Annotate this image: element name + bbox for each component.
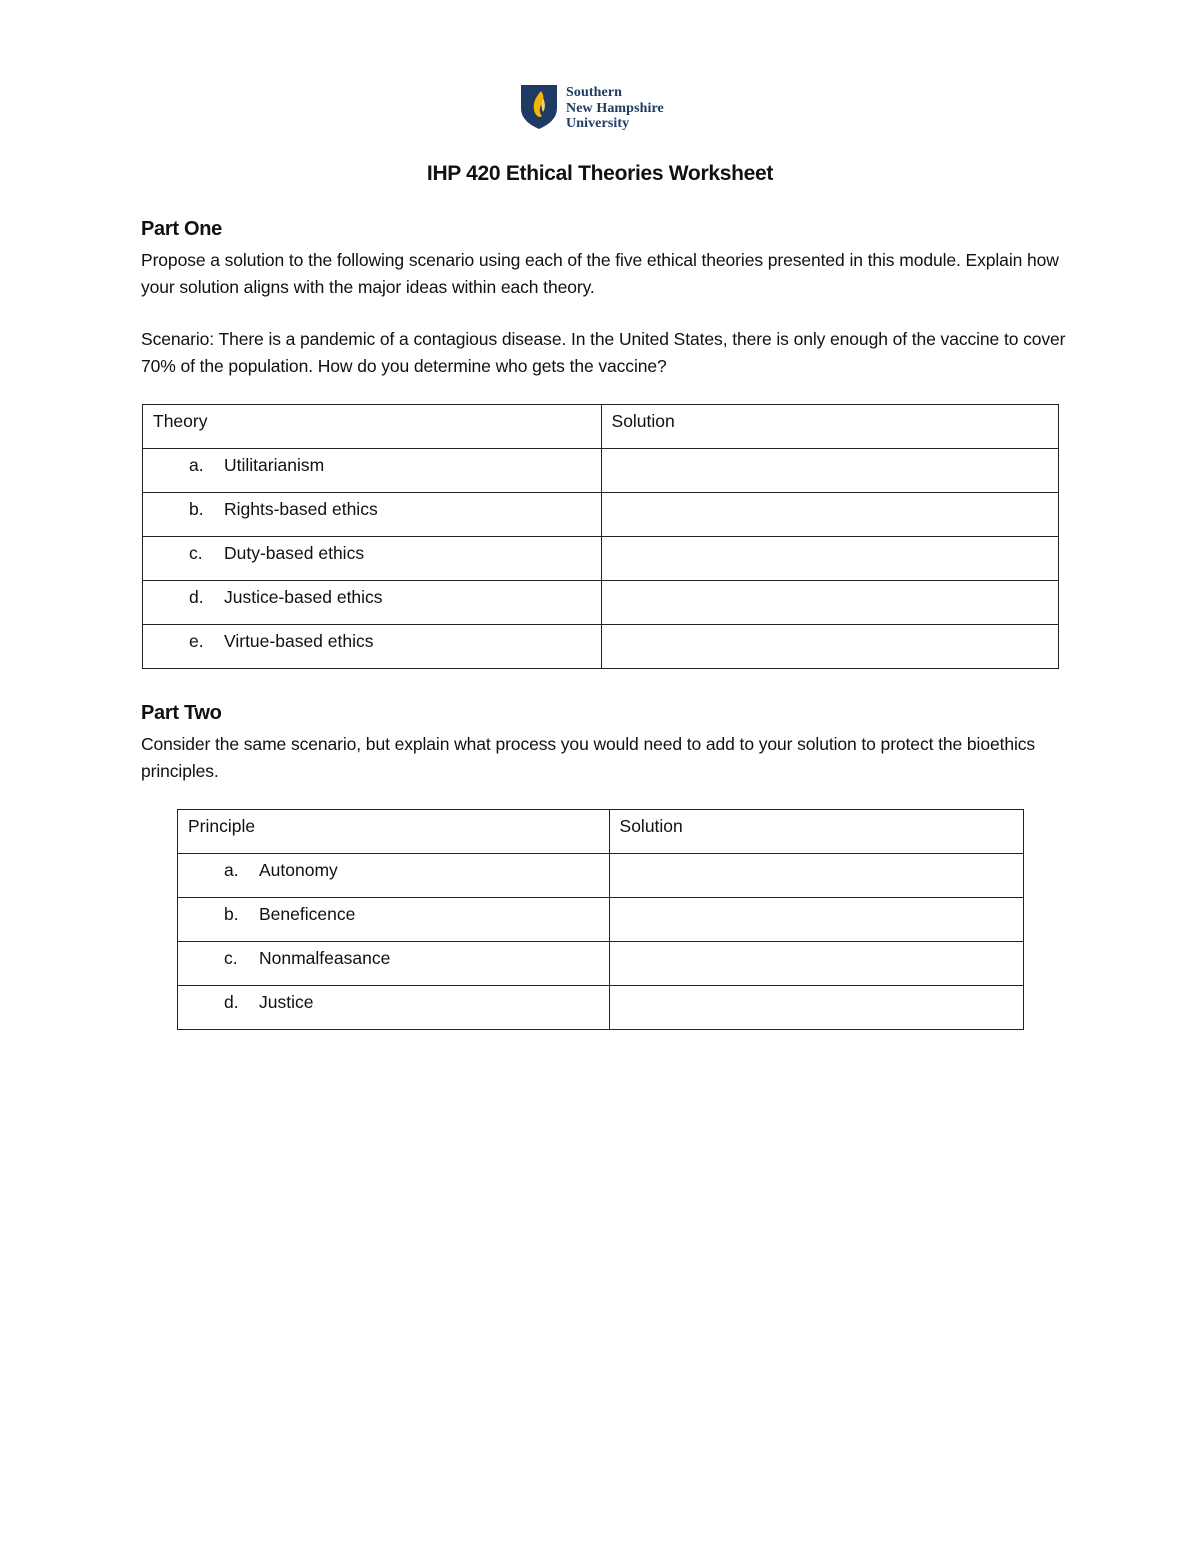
solution-cell[interactable]	[609, 854, 1023, 898]
part-two-heading: Part Two	[141, 702, 222, 724]
part-two-instructions: Consider the same scenario, but explain what process you would need to add to your solution to protect the bioethics principles.	[141, 734, 1036, 781]
part-one-instructions: Propose a solution to the following scenario using each of the five ethical theories presented in this module. Explain how your solution aligns with the major ideas within each theory.	[141, 250, 1059, 297]
theory-label: Duty-based ethics	[224, 543, 365, 563]
theory-cell	[143, 537, 602, 581]
table-row	[143, 493, 1059, 537]
theory-header: Theory	[143, 405, 602, 449]
theory-cell	[143, 493, 602, 537]
theory-cell	[143, 581, 602, 625]
solution-header: Solution	[609, 810, 1023, 854]
solution-cell[interactable]	[601, 581, 1058, 625]
item-letter: b.	[189, 499, 204, 519]
theory-cell	[143, 625, 602, 669]
principle-label: Autonomy	[259, 860, 338, 880]
principle-cell	[178, 854, 610, 898]
theory-table	[142, 404, 1059, 669]
solution-header: Solution	[601, 405, 1058, 449]
table-header-row	[143, 405, 1059, 449]
principle-cell	[178, 942, 610, 986]
item-letter: d.	[189, 587, 204, 607]
solution-cell[interactable]	[601, 449, 1058, 493]
item-letter: a.	[189, 455, 204, 475]
item-letter: c.	[224, 948, 238, 968]
table-row	[143, 625, 1059, 669]
item-letter: e.	[189, 631, 204, 651]
table-row	[178, 942, 1024, 986]
theory-label: Rights-based ethics	[224, 499, 378, 519]
principle-label: Nonmalfeasance	[259, 948, 391, 968]
table-header-row	[178, 810, 1024, 854]
principle-header: Principle	[178, 810, 610, 854]
logo-wordmark	[566, 85, 664, 132]
solution-cell[interactable]	[601, 625, 1058, 669]
document-title: IHP 420 Ethical Theories Worksheet	[426, 162, 774, 185]
university-logo	[520, 84, 690, 134]
principle-cell	[178, 898, 610, 942]
shield-flame-icon	[520, 84, 558, 130]
logo-line-3: University	[566, 116, 630, 131]
table-row	[143, 449, 1059, 493]
theory-label: Utilitarianism	[224, 455, 325, 475]
table-row	[178, 854, 1024, 898]
item-letter: c.	[189, 543, 203, 563]
principle-cell	[178, 986, 610, 1030]
logo-line-1: Southern	[566, 85, 623, 100]
item-letter: b.	[224, 904, 239, 924]
solution-cell[interactable]	[609, 898, 1023, 942]
principle-label: Justice	[259, 992, 314, 1012]
table-row	[178, 986, 1024, 1030]
solution-cell[interactable]	[601, 537, 1058, 581]
item-letter: a.	[224, 860, 239, 880]
table-row	[143, 537, 1059, 581]
theory-cell	[143, 449, 602, 493]
solution-cell[interactable]	[609, 942, 1023, 986]
logo-line-2: New Hampshire	[566, 100, 664, 116]
table-row	[178, 898, 1024, 942]
theory-label: Justice-based ethics	[224, 587, 383, 607]
item-letter: d.	[224, 992, 239, 1012]
principle-table	[177, 809, 1024, 1030]
table-row	[143, 581, 1059, 625]
part-one-heading: Part One	[141, 218, 222, 240]
principle-label: Beneficence	[259, 904, 356, 924]
theory-label: Virtue-based ethics	[224, 631, 374, 651]
scenario-text: Scenario: There is a pandemic of a contagious disease. In the United States, there is only enough of the vaccine to cover 70% of the population. How do you determine who gets the vaccine?	[141, 329, 1066, 376]
solution-cell[interactable]	[601, 493, 1058, 537]
solution-cell[interactable]	[609, 986, 1023, 1030]
